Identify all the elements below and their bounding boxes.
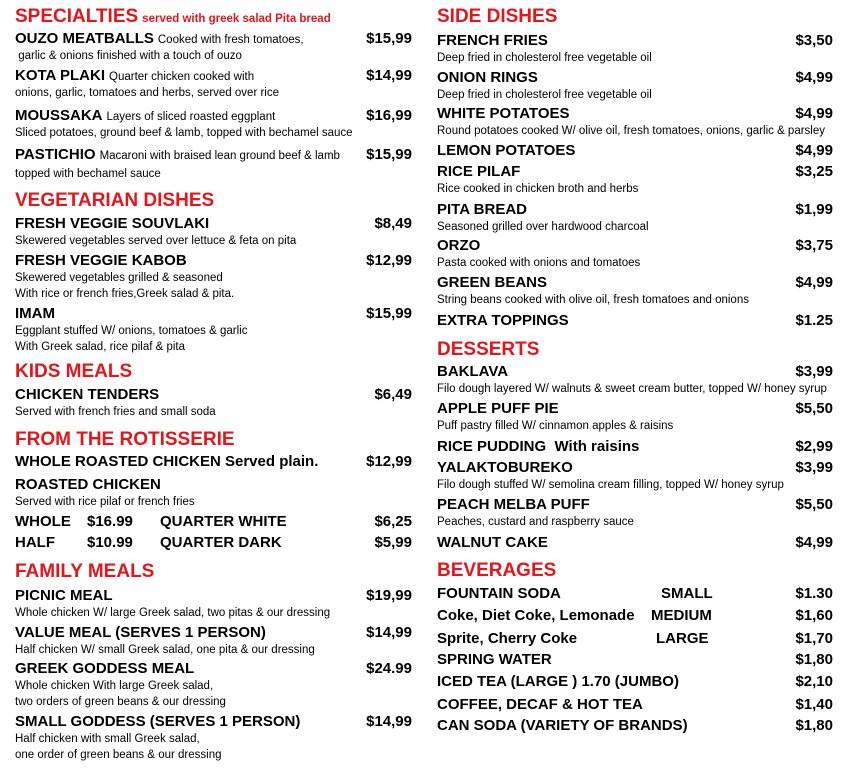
item-name: PICNIC MEAL — [15, 587, 113, 604]
item-name: PITA BREAD — [437, 201, 527, 218]
beverage-iced-tea — [437, 673, 833, 691]
item-price: $14,99 — [366, 624, 412, 641]
menu-item-chicken-tenders — [15, 386, 412, 420]
beverage-can-soda — [437, 717, 833, 735]
item-name: CHICKEN TENDERS — [15, 386, 160, 403]
item-desc: String beans cooked with olive oil, fresh tomatoes and onions — [437, 294, 749, 306]
item-price: $8,49 — [374, 215, 412, 232]
item-price: $4,99 — [795, 534, 833, 551]
menu-item-small-goddess — [15, 713, 412, 763]
item-name: BAKLAVA — [437, 363, 509, 380]
item-name: LEMON POTATOES — [437, 142, 576, 159]
item-price: $1.25 — [795, 312, 833, 329]
item-price: $5,50 — [795, 496, 833, 513]
item-price: $19,99 — [366, 587, 412, 604]
item-name: IMAM — [15, 305, 55, 322]
item-price: $1,80 — [795, 651, 833, 668]
item-name: APPLE PUFF PIE — [437, 400, 559, 417]
item-price: $3,99 — [795, 459, 833, 476]
menu-item-kota-plaki — [15, 67, 412, 101]
item-desc: Deep fried in cholesterol free vegetable oil — [437, 52, 652, 64]
menu-item-ouzo-meatballs — [15, 30, 412, 64]
item-price: $1,99 — [795, 201, 833, 218]
item-desc: topped with bechamel sauce — [15, 168, 161, 180]
menu-item-veggie-souvlaki — [15, 215, 412, 249]
item-price: $2,10 — [795, 673, 833, 690]
desserts-heading: DESSERTS — [437, 339, 540, 360]
item-name: GREEN BEANS — [437, 274, 548, 291]
item-price: $1,80 — [795, 717, 833, 734]
item-name: KOTA PLAKI — [15, 67, 105, 84]
item-name: GREEK GODDESS MEAL — [15, 660, 195, 677]
item-price: $3,99 — [795, 363, 833, 380]
item-price: $16,99 — [366, 107, 412, 124]
item-name: YALAKTOBUREKO — [437, 459, 573, 476]
item-price: $3,25 — [795, 163, 833, 180]
item-name: FRENCH FRIES — [437, 32, 548, 49]
specialties-title: SPECIALTIES — [15, 6, 139, 27]
vegetarian-heading: VEGETARIAN DISHES — [15, 190, 215, 211]
menu-item-picnic-meal — [15, 587, 412, 621]
item-name: VALUE MEAL (SERVES 1 PERSON) — [15, 624, 266, 641]
beverage-sprite — [437, 630, 833, 648]
item-price: $1.30 — [795, 585, 833, 602]
beverage-fountain-soda — [437, 585, 833, 603]
menu-item-value-meal — [15, 624, 412, 658]
item-price: $4,99 — [795, 69, 833, 86]
item-name: FRESH VEGGIE KABOB — [15, 252, 187, 269]
item-name: OUZO MEATBALLS — [15, 30, 154, 47]
item-price: $12,99 — [366, 453, 412, 470]
item-desc: Seasoned grilled over hardwood charcoal — [437, 221, 649, 233]
item-price: $15,99 — [366, 146, 412, 163]
menu-item-moussaka — [15, 107, 412, 141]
item-inline-desc: Quarter chicken cooked with — [109, 71, 255, 83]
item-price: $4,99 — [795, 274, 833, 291]
menu-item-rice-pudding — [437, 438, 833, 456]
item-desc: Round potatoes cooked W/ olive oil, fresh tomatoes, onions, garlic & parsley — [437, 125, 826, 137]
item-desc: Half chicken W/ small Greek salad, one pita & our dressing — [15, 644, 315, 656]
item-name: Sprite, Cherry Coke — [437, 630, 578, 647]
item-desc: Whole chicken W/ large Greek salad, two pitas & our dressing — [15, 607, 331, 619]
item-name: RICE PUDDING With raisins — [437, 438, 640, 455]
menu-item-extra-toppings — [437, 312, 833, 330]
item-name: EXTRA TOPPINGS — [437, 312, 569, 329]
size-label: SMALL — [661, 585, 713, 602]
menu-item-walnut-cake — [437, 534, 833, 552]
menu-item-roasted-chicken — [15, 476, 412, 510]
item-price: $2,99 — [795, 438, 833, 455]
item-price: $4,99 — [795, 142, 833, 159]
beverages-heading: BEVERAGES — [437, 560, 557, 581]
family-heading: FAMILY MEALS — [15, 561, 155, 582]
rotisserie-heading: FROM THE ROTISSERIE — [15, 429, 235, 450]
item-name: PASTICHIO — [15, 146, 96, 163]
item-desc: Whole chicken With large Greek salad, — [15, 680, 214, 692]
item-desc: Skewered vegetables served over lettuce & feta on pita — [15, 235, 297, 247]
item-price: $3,50 — [795, 32, 833, 49]
item-name: ICED TEA (LARGE ) 1.70 (JUMBO) — [437, 673, 679, 690]
menu-item-onion-rings — [437, 69, 833, 103]
item-desc: Rice cooked in chicken broth and herbs — [437, 183, 639, 195]
size-label: LARGE — [656, 630, 709, 647]
item-price: $1,70 — [795, 630, 833, 647]
menu-item-green-beans — [437, 274, 833, 308]
menu-item-pastichio — [15, 146, 412, 182]
item-price: $24.99 — [366, 660, 412, 677]
item-name: WHITE POTATOES — [437, 105, 570, 122]
size-label: WHOLE — [15, 513, 71, 530]
size-label: HALF — [15, 534, 55, 551]
sides-heading: SIDE DISHES — [437, 6, 558, 27]
specialties-subtitle: served with greek salad Pita bread — [142, 13, 331, 25]
item-name: ONION RINGS — [437, 69, 538, 86]
item-inline-desc: Cooked with fresh tomatoes, — [157, 34, 304, 46]
menu-item-baklava — [437, 363, 833, 397]
quarter-price: $5,99 — [374, 534, 412, 551]
item-price: $1,60 — [795, 607, 833, 624]
item-price: $15,99 — [366, 305, 412, 322]
item-price: $15,99 — [366, 30, 412, 47]
quarter-label: QUARTER WHITE — [160, 513, 287, 530]
menu-item-greek-goddess-meal — [15, 660, 412, 710]
menu-item-veggie-kabob — [15, 252, 412, 302]
menu-row-whole — [15, 513, 412, 531]
item-desc: garlic & onions finished with a touch of ouzo — [15, 50, 242, 62]
item-desc: Served with rice pilaf or french fries — [15, 496, 195, 508]
item-desc: Filo dough layered W/ walnuts & sweet cream butter, topped W/ honey syrup — [437, 383, 827, 395]
menu-item-peach-melba-puff — [437, 496, 833, 530]
menu-row-half — [15, 534, 412, 552]
item-desc: Skewered vegetables grilled & seasoned — [15, 272, 223, 284]
item-name: ROASTED CHICKEN — [15, 476, 161, 493]
item-price: $6,49 — [374, 386, 412, 403]
item-desc: Eggplant stuffed W/ onions, tomatoes & garlic — [15, 325, 248, 337]
item-price: $4,99 — [795, 105, 833, 122]
beverage-spring-water — [437, 651, 833, 669]
menu-item-whole-roasted-chicken — [15, 453, 412, 471]
beverage-coffee — [437, 696, 833, 714]
item-name: ORZO — [437, 237, 481, 254]
size-price: $10.99 — [87, 534, 133, 551]
item-desc: Peaches, custard and raspberry sauce — [437, 516, 634, 528]
item-inline-desc: Macaroni with braised lean ground beef & lamb — [99, 150, 340, 162]
menu-item-orzo — [437, 237, 833, 271]
item-desc: With Greek salad, rice pilaf & pita — [15, 341, 186, 353]
menu-item-lemon-potatoes — [437, 142, 833, 160]
item-desc: onions, garlic, tomatoes and herbs, served over rice — [15, 87, 279, 99]
item-desc: Pasta cooked with onions and tomatoes — [437, 257, 641, 269]
item-name: Coke, Diet Coke, Lemonade — [437, 607, 635, 624]
item-desc: Half chicken with small Greek salad, — [15, 733, 200, 745]
item-price: $14,99 — [366, 713, 412, 730]
menu-item-apple-puff-pie — [437, 400, 833, 434]
quarter-price: $6,25 — [374, 513, 412, 530]
menu-item-white-potatoes — [437, 105, 833, 139]
size-price: $16.99 — [87, 513, 133, 530]
item-name: MOUSSAKA — [15, 107, 103, 124]
item-name: WALNUT CAKE — [437, 534, 548, 551]
size-label: MEDIUM — [651, 607, 712, 624]
item-inline-desc: Layers of sliced roasted eggplant — [106, 111, 276, 123]
item-name: SPRING WATER — [437, 651, 552, 668]
item-name: FRESH VEGGIE SOUVLAKI — [15, 215, 210, 232]
quarter-label: QUARTER DARK — [160, 534, 282, 551]
item-desc: two orders of green beans & our dressing — [15, 696, 226, 708]
item-name: SMALL GODDESS (SERVES 1 PERSON) — [15, 713, 301, 730]
item-price: $12,99 — [366, 252, 412, 269]
item-name: PEACH MELBA PUFF — [437, 496, 590, 513]
menu-item-imam — [15, 305, 412, 355]
menu-item-pita-bread — [437, 201, 833, 235]
item-name: RICE PILAF — [437, 163, 521, 180]
kids-heading: KIDS MEALS — [15, 361, 133, 382]
item-price: $14,99 — [366, 67, 412, 84]
item-desc: Puff pastry filled W/ cinnamon apples & raisins — [437, 420, 674, 432]
item-desc: one order of green beans & our dressing — [15, 749, 222, 761]
item-desc: Filo dough stuffed W/ semolina cream filling, topped W/ honey syrup — [437, 479, 784, 491]
item-price: $1,40 — [795, 696, 833, 713]
item-price: $3,75 — [795, 237, 833, 254]
item-desc: Deep fried in cholesterol free vegetable oil — [437, 89, 652, 101]
menu-item-french-fries — [437, 32, 833, 66]
item-name: CAN SODA (VARIETY OF BRANDS) — [437, 717, 688, 734]
menu-item-yalaktobureko — [437, 459, 833, 493]
item-name: FOUNTAIN SODA — [437, 585, 561, 602]
specialties-heading — [15, 6, 331, 30]
item-name: WHOLE ROASTED CHICKEN Served plain. — [15, 453, 319, 470]
beverage-coke — [437, 607, 833, 625]
item-desc: With rice or french fries,Greek salad & pita. — [15, 288, 235, 300]
menu-item-rice-pilaf — [437, 163, 833, 197]
item-price: $5,50 — [795, 400, 833, 417]
item-desc: Served with french fries and small soda — [15, 406, 216, 418]
item-name: COFFEE, DECAF & HOT TEA — [437, 696, 643, 713]
item-desc: Sliced potatoes, ground beef & lamb, topped with bechamel sauce — [15, 127, 353, 139]
